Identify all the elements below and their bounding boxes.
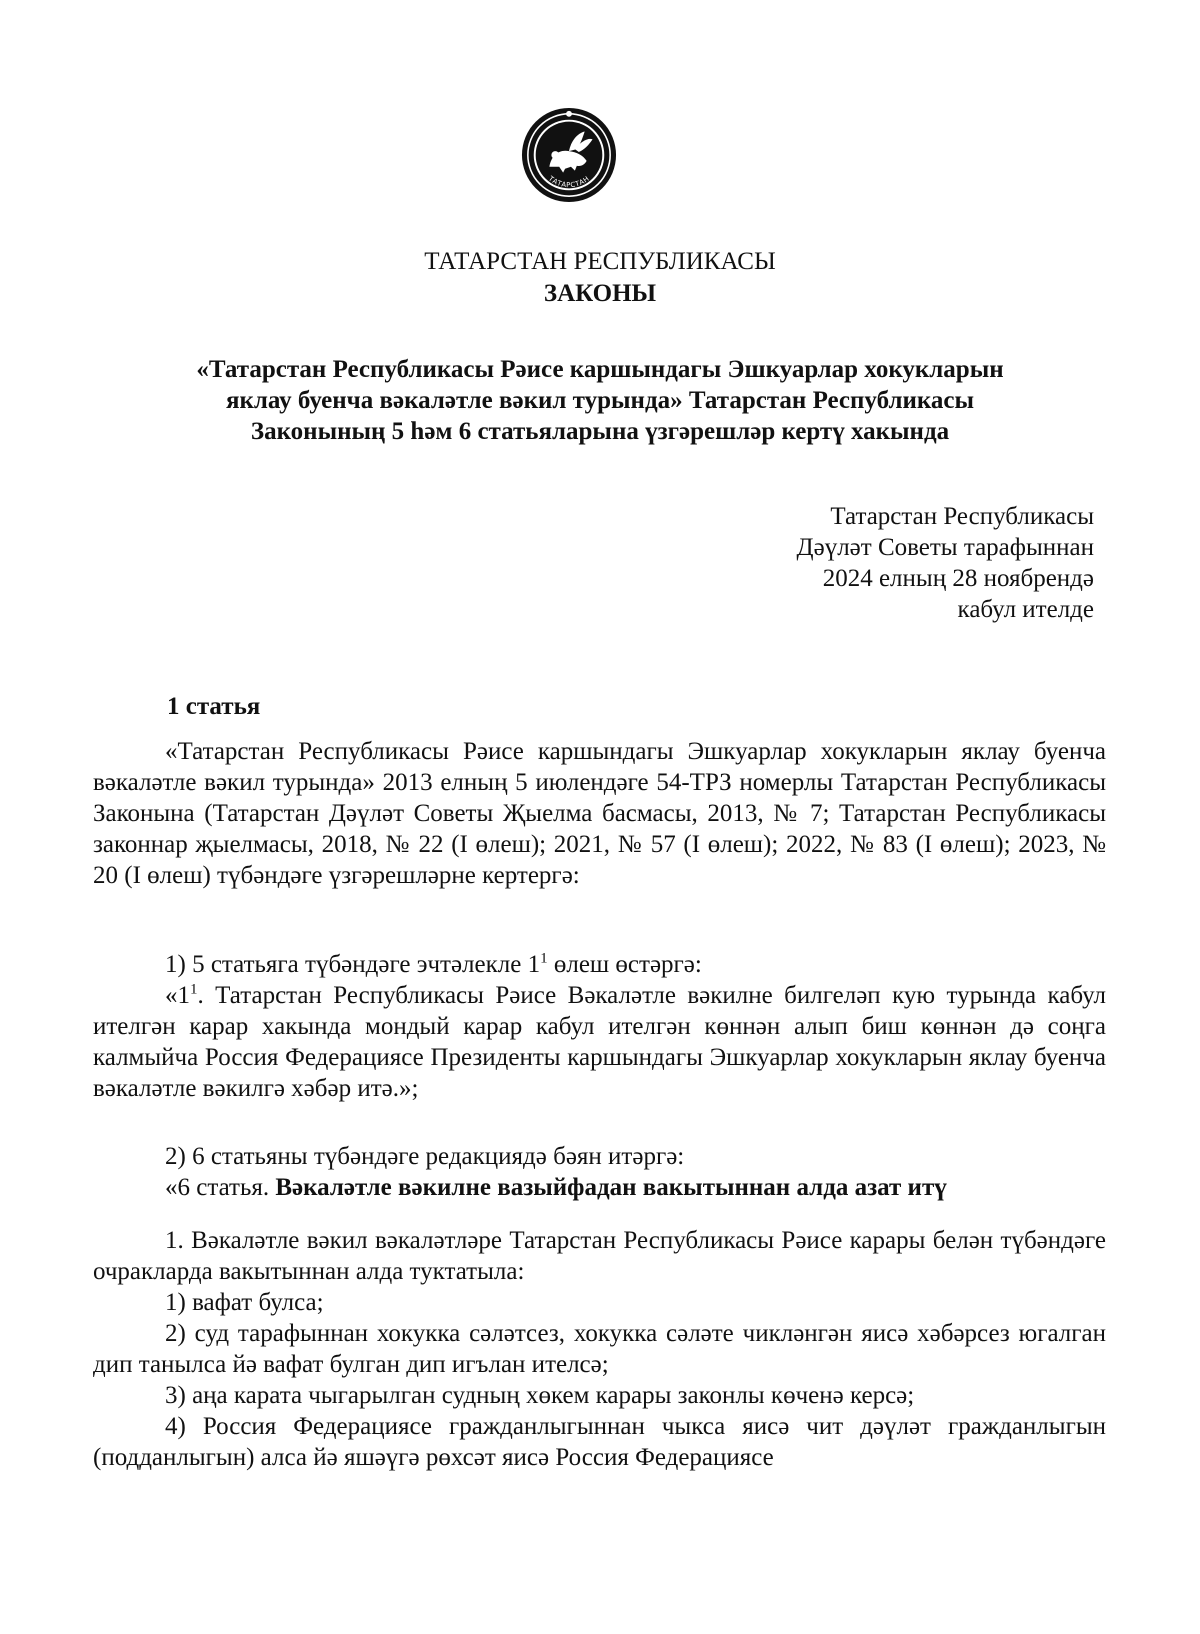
article-6-prefix: «6 статья.	[165, 1174, 276, 1201]
article-6-subitem-1: 1) вафат булса;	[165, 1289, 324, 1316]
law-label: ЗАКОНЫ	[543, 280, 657, 307]
amendment-1-text: 1) 5 статьяга түбәндәге эчтәлекле 1	[165, 951, 541, 978]
adoption-line-1: Татарстан Республикасы	[830, 503, 1094, 530]
article-1-heading: 1 статья	[167, 693, 261, 720]
title-line-2: яклау буенча вәкаләтле вәкил турында» Татарстан Республикасы	[225, 387, 975, 414]
law-title	[120, 354, 1080, 447]
republic-name: ТАТАРСТАН РЕСПУБЛИКАСЫ	[424, 248, 776, 275]
emblem-label: ТАТАРСТАН	[546, 174, 592, 190]
amendment-1-quote-start: «1	[165, 982, 190, 1009]
amendment-1-sup: 1	[540, 950, 548, 967]
article-1-intro: «Татарстан Республикасы Рәисе каршындагы Эшкуарлар хокукларын яклау буенча вәкаләтле вәкил турында» 2013 елның 5 июлендәге 54-ТРЗ номерлы Татарстан Республикасы Законына (Татарстан Дәүләт Советы Җыелма басмасы, 2013, № 7; Татарстан Республикасы законнар җыелмасы, 2018, № 22 (I өлеш); 2021, № 57 (I өлеш); 2022, № 83 (I өлеш); 2023, № 20 (I өлеш) түбәндәге үзгәрешләрне кертергә:	[93, 738, 1106, 889]
article-6-heading	[93, 1172, 1106, 1203]
amendment-1-text-end: өлеш өстәргә:	[547, 951, 702, 978]
adoption-note	[797, 501, 1094, 625]
adoption-line-3: 2024 елның 28 ноябрендә	[822, 565, 1094, 592]
article-6-body	[93, 1225, 1106, 1473]
adoption-line-4: кабул ителде	[957, 596, 1094, 623]
article-6-paragraph-1: 1. Вәкаләтле вәкил вәкаләтләре Татарстан Республикасы Рәисе карары белән түбәндәге очракларда вакытыннан алда туктатыла:	[93, 1227, 1106, 1285]
amendment-1-item	[93, 949, 1106, 980]
amendment-1-block	[93, 949, 1106, 1104]
title-line-1: «Татарстан Республикасы Рәисе каршындагы Эшкуарлар хокукларын	[196, 356, 1004, 383]
amendment-2-block	[93, 1141, 1106, 1203]
title-line-3: Законының 5 һәм 6 статьяларына үзгәрешләр кертү хакында	[250, 418, 950, 445]
article-6-subitem-2: 2) суд тарафыннан хокукка сәләтсез, хокукка сәләте чикләнгән яисә хәбәрсез югалган дип танылса йә вафат булган дип игълан ителсә;	[93, 1320, 1106, 1378]
adoption-line-2: Дәүләт Советы тарафыннан	[796, 534, 1094, 561]
amendment-1-quote	[93, 980, 1106, 1104]
amendment-1-quote-text: . Татарстан Республикасы Рәисе Вәкаләтле вәкилне билгеләп кую турында кабул ителгән карар хакында мондый карар кабул ителгән көннән алып биш көннән дә соңга калмыйча Россия Федерациясе Президенты каршындагы Эшкуарлар хокукларын яклау буенча вәкаләтле вәкилгә хәбәр итә.»;	[93, 982, 1106, 1102]
article-1-intro-block	[93, 736, 1106, 891]
article-6-subitem-3: 3) аңа карата чыгарылган судның хөкем карары законлы көченә керсә;	[165, 1382, 915, 1409]
amendment-2-item: 2) 6 статьяны түбәндәге редакциядә бәян итәргә:	[165, 1143, 685, 1170]
article-6-subitem-4: 4) Россия Федерациясе гражданлыгыннан чыкса яисә чит дәүләт гражданлыгын (подданлыгын) алса йә яшәүгә рөхсәт яисә Россия Федерациясе	[93, 1413, 1106, 1471]
law-header	[0, 246, 1200, 310]
amendment-1-quote-sup: 1	[190, 981, 198, 998]
article-6-title: Вәкаләтле вәкилне вазыйфадан вакытыннан алда азат итү	[275, 1174, 947, 1201]
tatarstan-emblem-icon	[520, 106, 618, 204]
